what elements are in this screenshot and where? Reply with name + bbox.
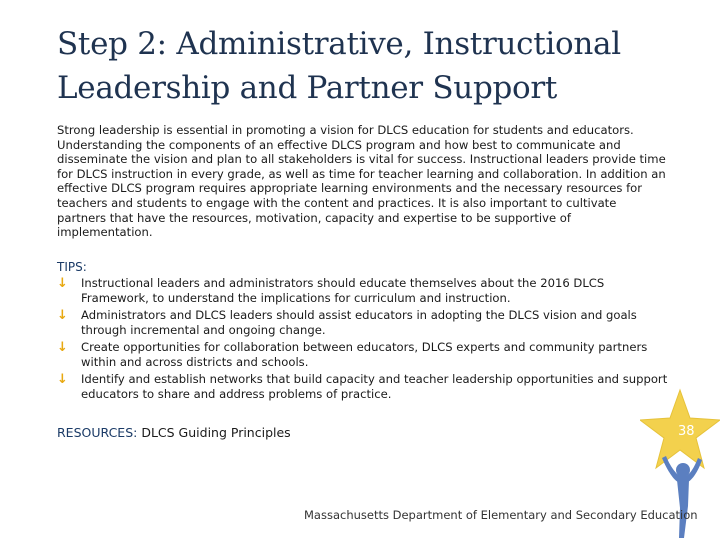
tip-text: Identify and establish networks that build capacity and teacher leadership opportunities and support educators to share and address problems of practice.	[81, 372, 668, 401]
tip-text: Create opportunities for collaboration between educators, DLCS experts and community partners within and across districts and schools.	[81, 340, 648, 369]
slide-title	[57, 22, 677, 110]
resources-label: RESOURCES:	[57, 425, 138, 440]
tip-item	[57, 276, 669, 306]
tip-text: Administrators and DLCS leaders should assist educators in adopting the DLCS vision and goals through incremental and ongoing change.	[81, 308, 637, 337]
arrow-down-bullet-icon: ↓	[57, 340, 68, 355]
intro-paragraph: Strong leadership is essential in promoting a vision for DLCS education for students and educators. Understanding the components of an effective DLCS program and how best to communicate and disseminate the vision and plan to all stakeholders is vital for success. Instructional leaders provide time for DLCS instruction in every grade, as well as time for teacher learning and collaboration. In addition an effective DLCS program requires appropriate learning environments and the necessary resources for teachers and students to engage with the content and practices. It is also important to cultivate partners that have the resources, motivation, capacity and expertise to be supportive of implementation.	[57, 123, 666, 240]
person-figure-icon	[662, 456, 702, 538]
footer-organization: Massachusetts Department of Elementary and Secondary Education	[304, 508, 698, 522]
arrow-down-bullet-icon: ↓	[57, 276, 68, 291]
page-number: 38	[678, 424, 695, 439]
tip-item	[57, 308, 669, 338]
arrow-down-bullet-icon: ↓	[57, 372, 68, 387]
tips-list	[57, 276, 669, 404]
slide-title-line-1: Step 2: Administrative, Instructional	[57, 26, 621, 62]
slide-title-line-2: Leadership and Partner Support	[57, 70, 558, 106]
arrow-down-bullet-icon: ↓	[57, 308, 68, 323]
tip-item	[57, 340, 669, 370]
tip-item	[57, 372, 669, 402]
tip-text: Instructional leaders and administrators should educate themselves about the 2016 DLCS Framework, to understand the implications for curriculum and instruction.	[81, 276, 605, 305]
tips-heading: TIPS:	[57, 260, 87, 274]
resources-line	[57, 425, 291, 441]
resources-link[interactable]: DLCS Guiding Principles	[141, 425, 291, 440]
